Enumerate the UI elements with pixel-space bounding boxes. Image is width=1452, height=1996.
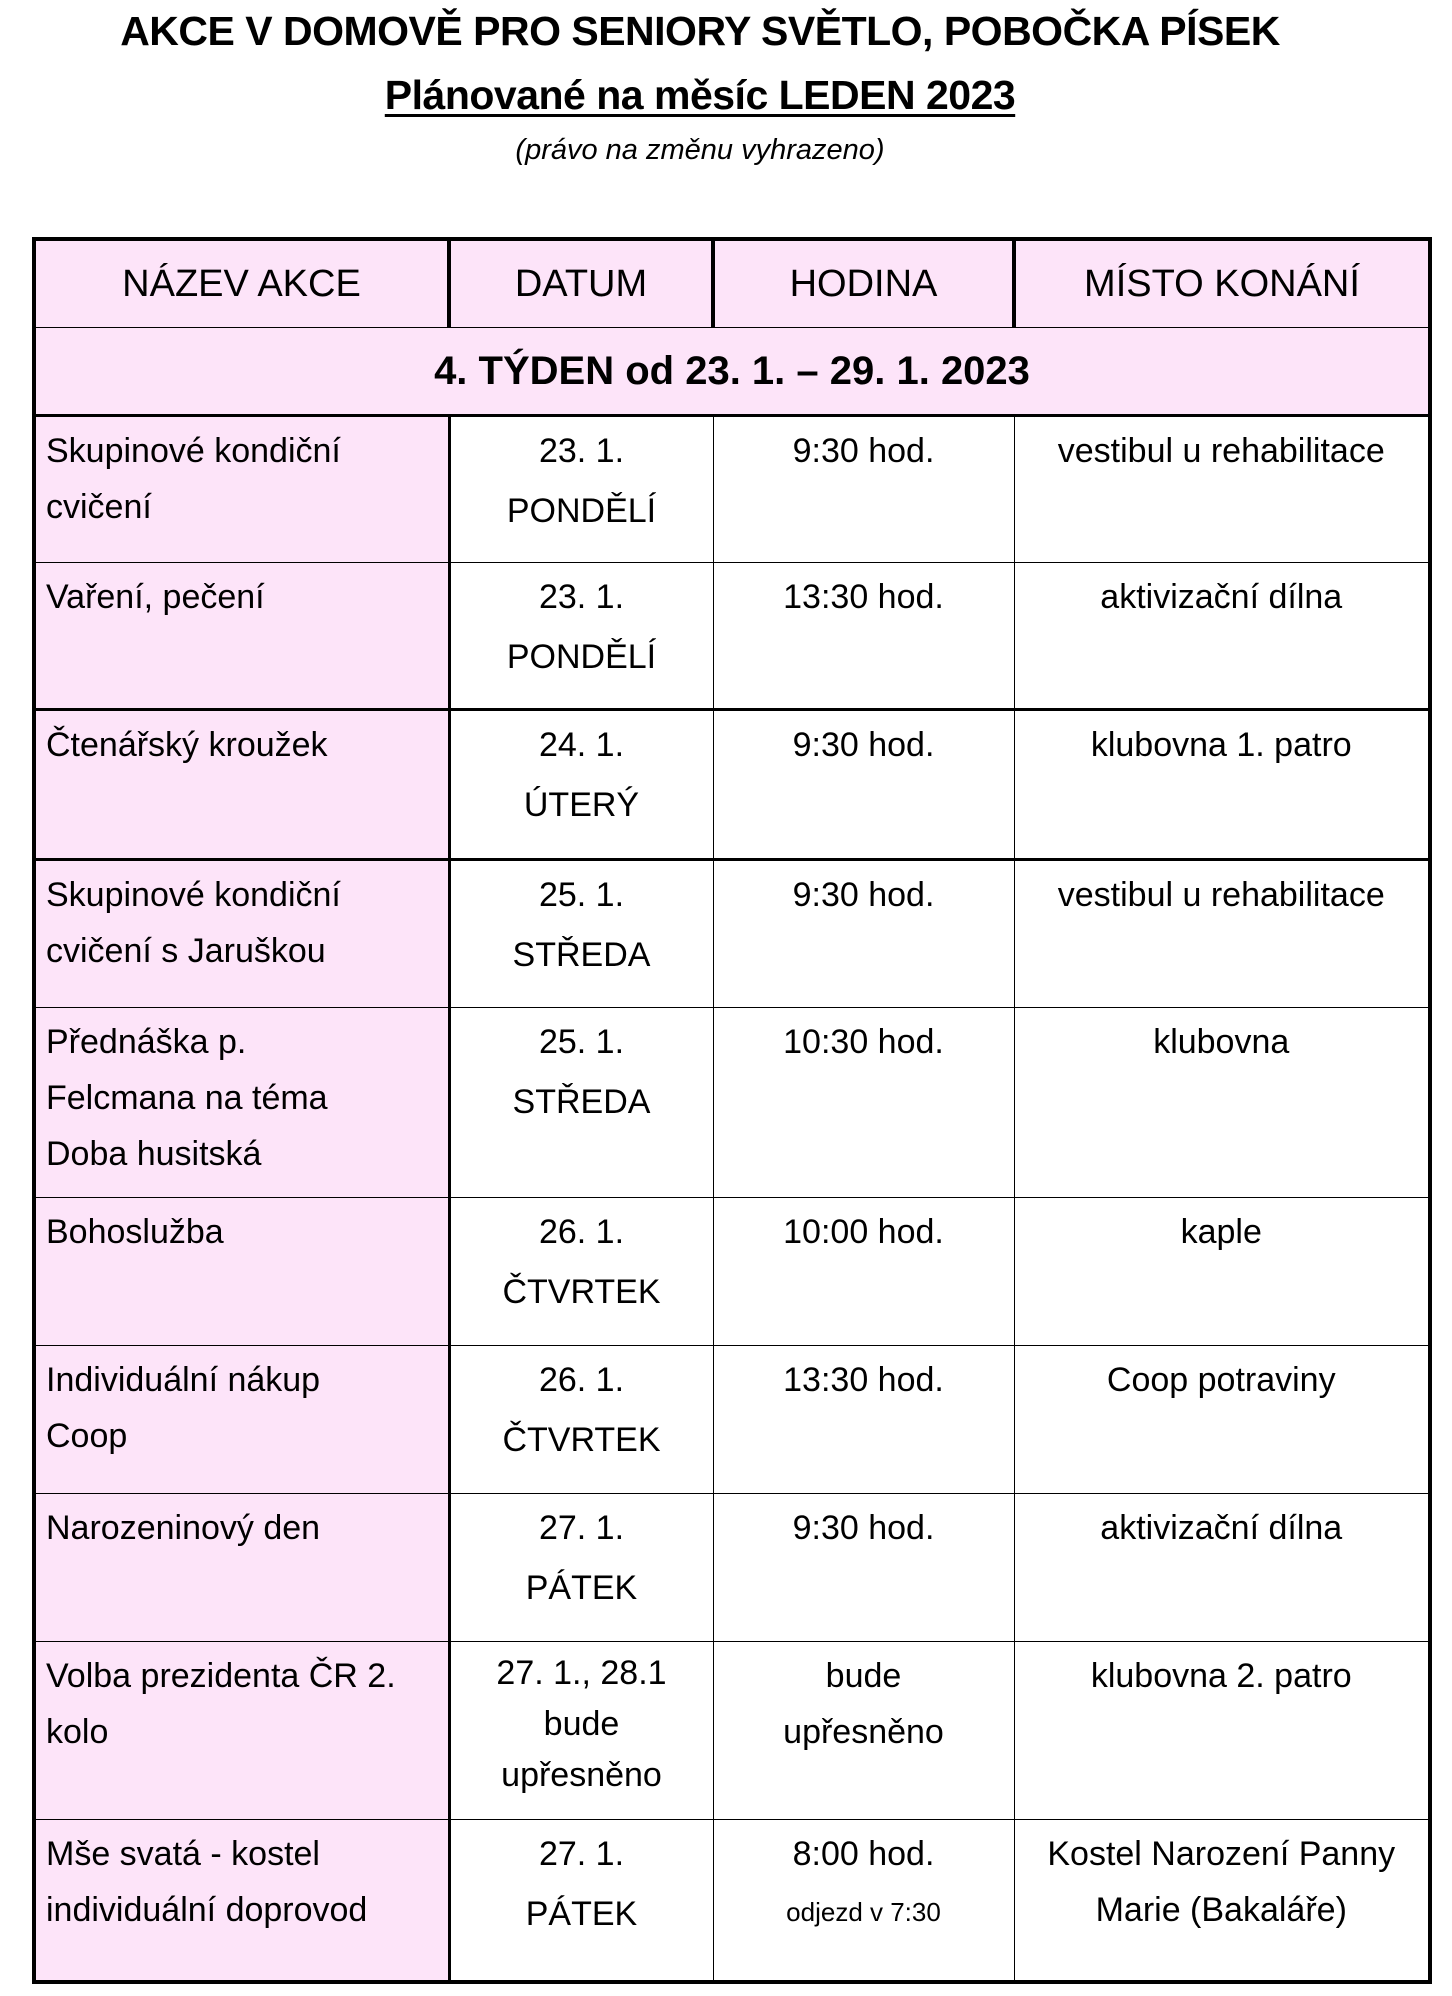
week-row (34, 328, 1430, 416)
event-name-cell (34, 1198, 449, 1346)
event-time-cell (713, 416, 1014, 563)
event-name-line: Coop (46, 1417, 128, 1455)
event-name-cell (34, 1008, 449, 1198)
event-time-line: 9:30 hod. (792, 1509, 935, 1547)
event-date-line: 27. 1., 28.1 (496, 1654, 667, 1692)
event-date-line: 25. 1. (538, 1023, 625, 1061)
event-place-cell (1014, 1820, 1430, 1982)
event-date-line: 27. 1. (538, 1835, 625, 1873)
event-name-line: Narozeninový den (46, 1509, 321, 1547)
column-header-time: HODINA (713, 239, 1014, 328)
event-time-cell (713, 1820, 1014, 1982)
event-place-cell (1014, 563, 1430, 710)
event-name-cell (34, 416, 449, 563)
event-place-cell (1014, 1642, 1430, 1820)
event-time-cell (713, 1198, 1014, 1346)
event-name-line: Doba husitská (46, 1135, 262, 1173)
event-place-line: aktivizační dílna (1100, 1509, 1343, 1547)
event-date-line: 23. 1. (538, 432, 625, 470)
event-place-cell (1014, 1346, 1430, 1494)
event-name-cell (34, 860, 449, 1008)
event-time-cell (713, 710, 1014, 860)
event-name-line: cvičení (46, 488, 152, 526)
event-place-line: klubovna 2. patro (1090, 1657, 1352, 1695)
event-time-line: upřesněno (783, 1713, 944, 1751)
event-place-line: kaple (1180, 1213, 1262, 1251)
event-date-cell (449, 710, 713, 860)
event-place-cell (1014, 1198, 1430, 1346)
event-name-cell (34, 710, 449, 860)
event-date-cell (449, 1346, 713, 1494)
event-date-line: upřesněno (501, 1756, 662, 1794)
event-date-line: STŘEDA (512, 1083, 651, 1121)
event-date-cell (449, 1494, 713, 1642)
event-date-line: ÚTERÝ (523, 786, 640, 824)
event-date-cell (449, 416, 713, 563)
event-date-line: bude (543, 1705, 620, 1743)
event-time-cell (713, 860, 1014, 1008)
event-place-cell (1014, 1494, 1430, 1642)
table-row (34, 563, 1430, 710)
event-place-line: Coop potraviny (1106, 1361, 1336, 1399)
event-date-line: 27. 1. (538, 1509, 625, 1547)
table-row (34, 710, 1430, 860)
event-place-cell (1014, 1008, 1430, 1198)
event-date-line: 26. 1. (538, 1213, 625, 1251)
event-name-line: Volba prezidenta ČR 2. (46, 1657, 396, 1695)
event-name-line: individuální doprovod (46, 1891, 368, 1929)
table-row (34, 1642, 1430, 1820)
event-name-cell (34, 1346, 449, 1494)
event-name-line: Bohoslužba (46, 1213, 224, 1251)
week-label: 4. TÝDEN od 23. 1. – 29. 1. 2023 (34, 328, 1430, 416)
event-place-line: vestibul u rehabilitace (1057, 876, 1385, 914)
event-date-line: 25. 1. (538, 876, 625, 914)
event-date-cell (449, 1008, 713, 1198)
event-name-cell (34, 563, 449, 710)
header-row (34, 239, 1430, 328)
event-date-cell (449, 1642, 713, 1820)
event-place-line: Kostel Narození Panny (1047, 1835, 1396, 1873)
event-name-line: Skupinové kondiční (46, 432, 341, 470)
event-name-line: Individuální nákup (46, 1361, 321, 1399)
event-name-line: kolo (46, 1713, 109, 1751)
column-header-place: MÍSTO KONÁNÍ (1014, 239, 1430, 328)
column-header-name: NÁZEV AKCE (34, 239, 449, 328)
event-time-line: 8:00 hod. (792, 1835, 935, 1873)
event-place-line: klubovna 1. patro (1090, 726, 1352, 764)
event-date-cell (449, 563, 713, 710)
event-date-cell (449, 1198, 713, 1346)
event-date-line: 23. 1. (538, 578, 625, 616)
event-date-line: ČTVRTEK (502, 1273, 661, 1311)
event-name-line: Vaření, pečení (46, 578, 265, 616)
table-row (34, 416, 1430, 563)
event-name-line: cvičení s Jaruškou (46, 932, 326, 970)
column-header-date: DATUM (449, 239, 713, 328)
event-date-line: PONDĚLÍ (506, 492, 657, 530)
event-name-line: Přednáška p. (46, 1023, 247, 1061)
event-date-line: ČTVRTEK (502, 1421, 661, 1459)
event-name-line: Felcmana na téma (46, 1079, 328, 1117)
event-time-line: 9:30 hod. (792, 876, 935, 914)
change-note: (právo na změnu vyhrazeno) (515, 134, 885, 166)
table-row (34, 1820, 1430, 1982)
event-name-cell (34, 1820, 449, 1982)
event-place-line: Marie (Bakaláře) (1095, 1891, 1347, 1929)
event-time-line: odjezd v 7:30 (786, 1897, 941, 1927)
event-time-line: 10:30 hod. (783, 1023, 944, 1061)
event-name-line: Mše svatá - kostel (46, 1835, 320, 1873)
event-name-cell (34, 1642, 449, 1820)
event-place-line: klubovna (1153, 1023, 1290, 1061)
event-name-line: Čtenářský kroužek (46, 726, 328, 764)
event-time-line: 9:30 hod. (792, 726, 935, 764)
event-place-line: vestibul u rehabilitace (1057, 432, 1385, 470)
event-time-cell (713, 1642, 1014, 1820)
event-date-line: PÁTEK (525, 1569, 638, 1607)
event-date-cell (449, 1820, 713, 1982)
event-time-line: 13:30 hod. (783, 578, 944, 616)
event-date-line: STŘEDA (512, 936, 651, 974)
event-place-cell (1014, 860, 1430, 1008)
event-time-cell (713, 1494, 1014, 1642)
event-date-line: 24. 1. (538, 726, 625, 764)
event-time-line: 13:30 hod. (783, 1361, 944, 1399)
table-row (34, 1494, 1430, 1642)
event-time-cell (713, 563, 1014, 710)
event-time-line: bude (825, 1657, 902, 1695)
event-name-line: Skupinové kondiční (46, 876, 341, 914)
schedule-table (32, 237, 1432, 1984)
table-row (34, 1198, 1430, 1346)
event-name-cell (34, 1494, 449, 1642)
page-subtitle: Plánované na měsíc LEDEN 2023 (384, 72, 1016, 118)
event-date-cell (449, 860, 713, 1008)
event-time-cell (713, 1346, 1014, 1494)
table-row (34, 860, 1430, 1008)
event-place-cell (1014, 710, 1430, 860)
event-time-line: 9:30 hod. (792, 432, 935, 470)
event-date-line: PÁTEK (525, 1895, 638, 1933)
event-time-cell (713, 1008, 1014, 1198)
event-time-line: 10:00 hod. (783, 1213, 944, 1251)
event-place-line: aktivizační dílna (1100, 578, 1343, 616)
event-date-line: PONDĚLÍ (506, 638, 657, 676)
event-date-line: 26. 1. (538, 1361, 625, 1399)
table-row (34, 1008, 1430, 1198)
page-title: AKCE V DOMOVĚ PRO SENIORY SVĚTLO, POBOČKA PÍSEK (120, 8, 1280, 54)
table-row (34, 1346, 1430, 1494)
event-place-cell (1014, 416, 1430, 563)
